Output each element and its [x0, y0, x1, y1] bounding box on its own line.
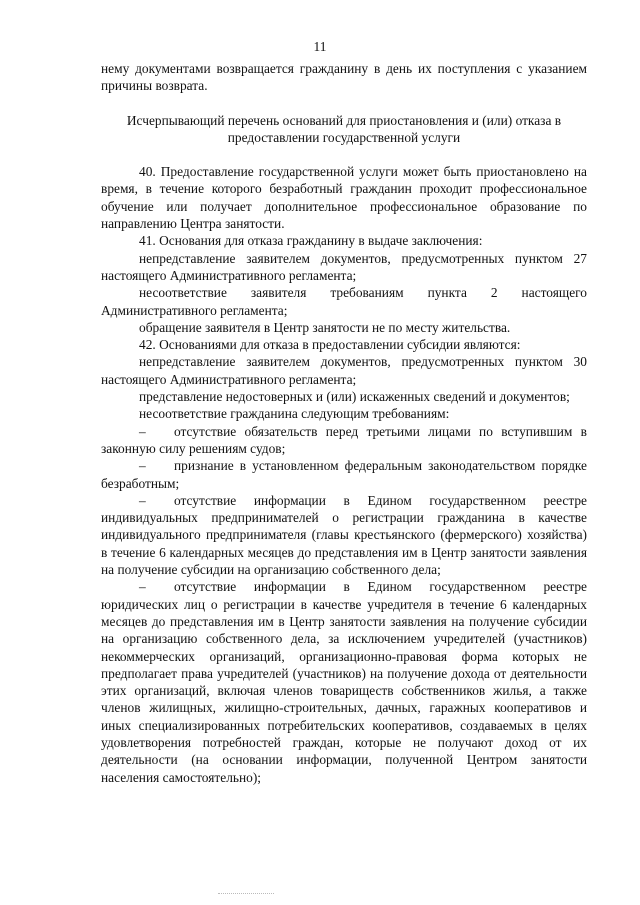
paragraph-42-item-2: представление недостоверных и (или) искаженных сведений и документов; — [139, 389, 570, 405]
requirement-text: признание в установленном федеральным законодательством порядке безработным; — [101, 458, 587, 491]
paragraph-42-item-1: непредставление заявителем документов, предусмотренных пунктом 30 настоящего Административного регламента; — [101, 354, 587, 387]
requirement-item — [101, 457, 587, 492]
dash-marker: – — [139, 458, 146, 474]
scan-artifact — [218, 893, 274, 898]
requirement-item — [101, 578, 587, 786]
requirement-item — [101, 423, 587, 458]
paragraph-42: 42. Основаниями для отказа в предоставлении субсидии являются: — [139, 337, 521, 353]
document-body — [101, 60, 587, 786]
dash-marker: – — [139, 492, 146, 508]
requirement-item — [101, 492, 587, 578]
requirement-text: отсутствие обязательств перед третьими лицами по вступившим в законную силу решениям судов; — [101, 423, 587, 456]
section-heading: Исчерпывающий перечень оснований для приостановления и (или) отказа в предоставлении государственной услуги — [126, 112, 562, 145]
paragraph-continuation: нему документами возвращается гражданину в день их поступления с указанием причины возврата. — [101, 61, 587, 94]
paragraph-42-item-3: несоответствие гражданина следующим требованиям: — [139, 406, 450, 422]
dash-marker: – — [139, 423, 146, 439]
paragraph-41: 41. Основания для отказа гражданину в выдаче заключения: — [139, 233, 483, 249]
requirement-text: отсутствие информации в Едином государственном реестре индивидуальных предпринимателей о регистрации гражданина в качестве индивидуального предпринимателя (главы крестьянского (фермерского) хозяйства) в течение 6 календарных месяцев до представления им в Центр занятости заявления на получение субсидии на организацию собственного дела; — [101, 492, 587, 578]
paragraph-41-item-1: непредставление заявителем документов, предусмотренных пунктом 27 настоящего Административного регламента; — [101, 250, 587, 283]
paragraph-40: 40. Предоставление государственной услуги может быть приостановлено на время, в течение которого безработный гражданин проходит профессиональное обучение или получает дополнительное профессиональное образование по направлению Центра занятости. — [101, 164, 587, 232]
paragraph-41-item-3: обращение заявителя в Центр занятости не по месту жительства. — [139, 319, 511, 335]
paragraph-41-item-2: несоответствие заявителя требованиям пункта 2 настоящего Административного регламента; — [101, 285, 587, 318]
page-number: 11 — [313, 39, 327, 54]
requirement-text: отсутствие информации в Едином государственном реестре юридических лиц о регистрации в качестве учредителя в течение 6 календарных месяцев до представления им в Центр занятости заявления на получение субсидии на организацию собственного дела, за исключением учредителей (участников) некоммерческих организаций, организационно-правовая форма которых не предполагает права учредителей (участников) на получение дохода от деятельности этих организаций, включая членов товариществ собственников жилья, а также членов жилищных, жилищно-строительных, дачных, гаражных кооперативов и иных специализированных потребительских кооперативов, создаваемых в целях удовлетворения потребностей граждан, которые не получают доход от их деятельности (на основании информации, полученной Центром занятости населения самостоятельно); — [101, 579, 587, 785]
dash-marker: – — [139, 579, 146, 595]
